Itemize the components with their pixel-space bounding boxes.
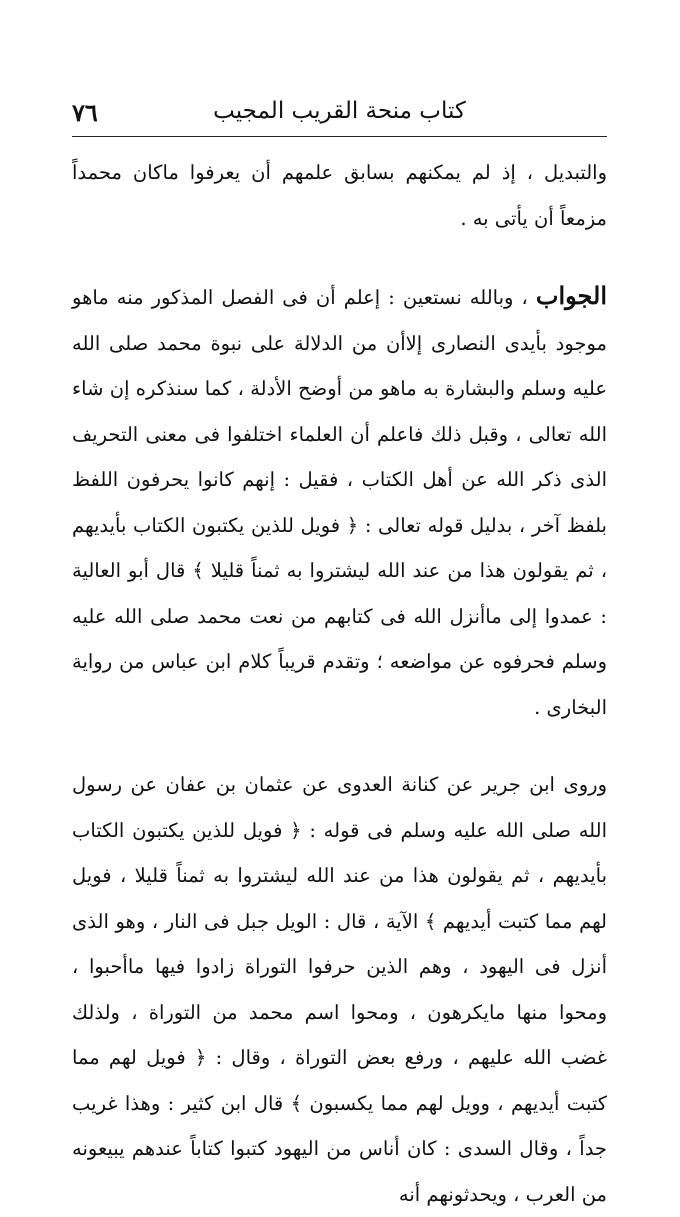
page-header <box>72 98 607 134</box>
answer-text: ، وبالله نستعين : إعلم أن فى الفصل المذكور منه ماهو موجود بأيدى النصارى إلاأن من الدلالة على نبوة محمد صلى الله عليه وسلم والبشارة به ماهو من أوضح الأدلة ، كما سنذكره إن شاء الله تعالى ، وقبل ذلك فاعلم أن العلماء اختلفوا فى معنى التحريف الذى ذكر الله عن أهل الكتاب ، فقيل : إنهم كانوا يحرفون اللفظ بلفظ آخر ، بدليل قوله تعالى : ﴿ فويل للذين يكتبون الكتاب بأيديهم ، ثم يقولون هذا من عند الله ليشتروا به ثمناً قليلا ﴾ قال أبو العالية : عمدوا إلى ماأنزل الله فى كتابهم من نعت محمد صلى الله عليه وسلم فحرفوه عن مواضعه ؛ وتقدم قريباً كلام ابن عباس من رواية البخارى . <box>72 286 607 719</box>
running-title: كتاب منحة القريب المجيب <box>213 98 466 124</box>
answer-heading: الجواب <box>535 281 607 310</box>
answer-paragraph <box>72 273 607 730</box>
body-text <box>72 150 607 1217</box>
page-number: ٧٦ <box>72 98 98 127</box>
narration-paragraph: وروى ابن جرير عن كنانة العدوى عن عثمان بن عفان عن رسول الله صلى الله عليه وسلم فى قوله : ﴿ فويل للذين يكتبون الكتاب بأيديهم ، ثم يقولون هذا من عند الله ليشتروا به ثمناً قليلا ، فويل لهم مما كتبت أيديهم ﴾ الآية ، قال : الويل جبل فى النار ، وهو الذى أنزل فى اليهود ، وهم الذين حرفوا التوراة زادوا فيها ماأحبوا ، ومحوا منها مايكرهون ، ومحوا اسم محمد من التوراة ، ولذلك غضب الله عليهم ، ورفع بعض التوراة ، وقال : ﴿ فويل لهم مما كتبت أيديهم ، وويل لهم مما يكسبون ﴾ قال ابن كثير : وهذا غريب جداً ، وقال السدى : كان أناس من اليهود كتبوا كتاباً عندهم يبيعونه من العرب ، ويحدثونهم أنه <box>72 773 607 1206</box>
header-rule <box>72 136 607 137</box>
continuation-paragraph: والتبديل ، إذ لم يمكنهم بسابق علمهم أن يعرفوا ماكان محمداً مزمعاً أن يأتى به . <box>72 161 607 230</box>
